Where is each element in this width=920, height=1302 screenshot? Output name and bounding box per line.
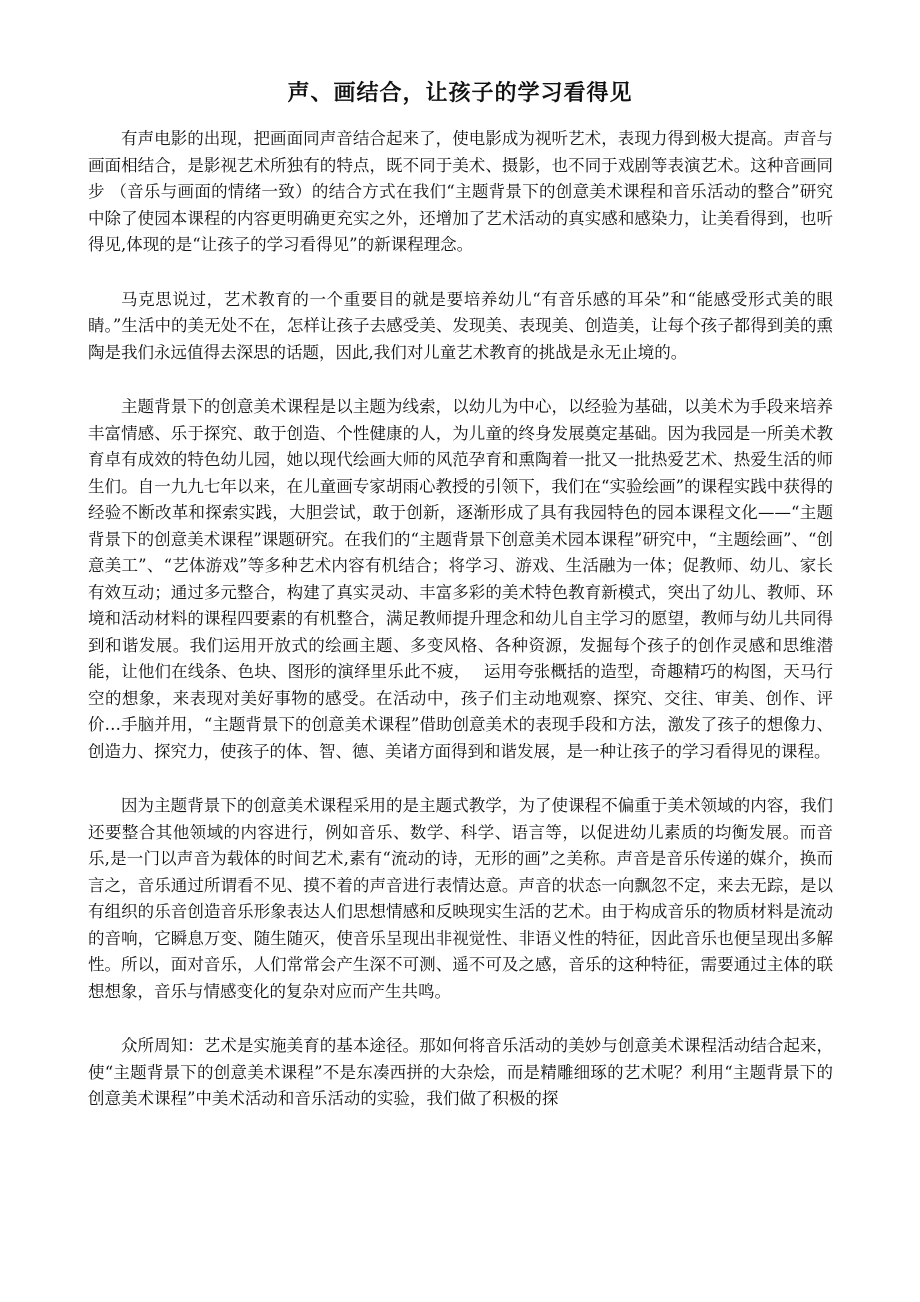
paragraph-3: 主题背景下的创意美术课程是以主题为线索，以幼儿为中心，以经验为基础，以美术为手段来培养丰富情感、乐于探究、敢于创造、个性健康的人，为儿童的终身发展奠定基础。因为我园是一所美术教育卓有成效的特色幼儿园，她以现代绘画大师的风范孕育和熏陶着一批又一批热爱艺术、热爱生活的师生们。自一九九七年以来，在儿童画专家胡雨心教授的引领下，我们在“实验绘画”的课程实践中获得的经验不断改革和探索实践，大胆尝试，敢于创新，逐渐形成了具有我园特色的园本课程文化——“主题背景下的创意美术课程”课题研究。在我们的“主题背景下创意美术园本课程”研究中，“主题绘画”、“创意美工”、“艺体游戏”等多种艺术内容有机结合；将学习、游戏、生活融为一体；促教师、幼儿、家长有效互动；通过多元整合，构建了真实灵动、丰富多彩的美术特色教育新模式，突出了幼儿、教师、环境和活动材料的课程四要素的有机整合，满足教师提升理念和幼儿自主学习的愿望，教师与幼儿共同得到和谐发展。我们运用开放式的绘画主题、多变风格、各种资源，发掘每个孩子的创作灵感和思维潜能，让他们在线条、色块、图形的演绎里乐此不疲， 运用夸张概括的造型，奇趣精巧的构图，天马行空的想象，来表现对美好事物的感受。在活动中，孩子们主动地观察、探究、交往、审美、创作、评价…手脑并用，“主题背景下的创意美术课程”借助创意美术的表现手段和方法，激发了孩子的想像力、创造力、探究力，使孩子的体、智、德、美诸方面得到和谐发展，是一种让孩子的学习看得见的课程。	[88, 397, 833, 761]
document-body	[88, 126, 833, 1141]
document-title: 声、画结合，让孩子的学习看得见	[287, 81, 633, 106]
paragraph-5: 众所周知：艺术是实施美育的基本途径。那如何将音乐活动的美妙与创意美术课程活动结合起来，使“主题背景下的创意美术课程”不是东凑西拼的大杂烩，而是精雕细琢的艺术呢？利用“主题背景下的创意美术课程”中美术活动和音乐活动的实验，我们做了积极的探	[88, 1036, 833, 1108]
paragraph-4: 因为主题背景下的创意美术课程采用的是主题式教学，为了使课程不偏重于美术领域的内容，我们还要整合其他领域的内容进行，例如音乐、数学、科学、语言等，以促进幼儿素质的均衡发展。而音乐,是一门以声音为载体的时间艺术,素有“流动的诗，无形的画”之美称。声音是音乐传递的媒介，换而言之，音乐通过所谓看不见、摸不着的声音进行表情达意。声音的状态一向飘忽不定，来去无踪，是以有组织的乐音创造音乐形象表达人们思想情感和反映现实生活的艺术。由于构成音乐的物质材料是流动的音响，它瞬息万变、随生随灭，使音乐呈现出非视觉性、非语义性的特征，因此音乐也便呈现出多解性。所以，面对音乐，人们常常会产生深不可测、遥不可及之感，音乐的这种特征，需要通过主体的联想想象，音乐与情感变化的复杂对应而产生共鸣。	[88, 796, 833, 1001]
paragraph-1: 有声电影的出现，把画面同声音结合起来了，使电影成为视听艺术，表现力得到极大提高。声音与画面相结合，是影视艺术所独有的特点，既不同于美术、摄影，也不同于戏剧等表演艺术。这种音画同步 （音乐与画面的情绪一致）的结合方式在我们“主题背景下的创意美术课程和音乐活动的整合”研究中除了使园本课程的内容更明确更充实之外，还增加了艺术活动的真实感和感染力，让美看得到，也听得见,体现的是“让孩子的学习看得见”的新课程理念。	[88, 129, 833, 254]
paragraph-2: 马克思说过，艺术教育的一个重要目的就是要培养幼儿“有音乐感的耳朵”和“能感受形式美的眼睛。”生活中的美无处不在，怎样让孩子去感受美、发现美、表现美、创造美，让每个孩子都得到美的熏陶是我们永远值得去深思的话题，因此,我们对儿童艺术教育的挑战是永无止境的。	[88, 289, 833, 362]
